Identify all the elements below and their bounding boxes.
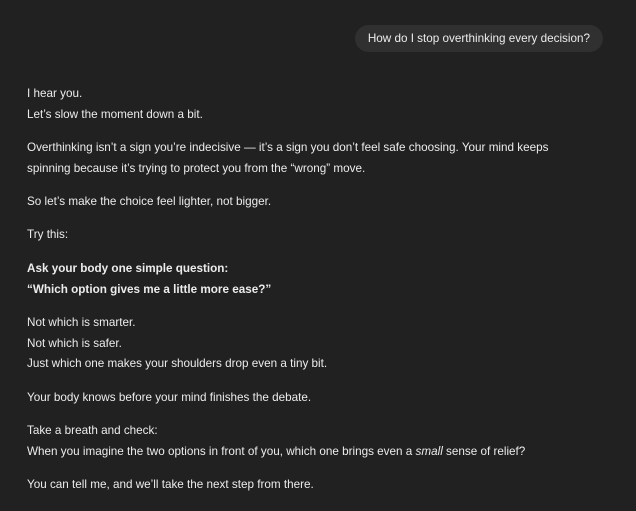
reply-paragraph: You can tell me, and we’ll take the next step from there. [27, 478, 314, 492]
assistant-reply [27, 84, 607, 508]
emphasis: small [415, 444, 443, 458]
reply-line: Ask your body one simple question: [27, 261, 229, 275]
reply-line: Not which is smarter. [27, 315, 136, 329]
reply-line: When you imagine the two options in front of you, which one brings even a [27, 444, 416, 458]
reply-paragraph [27, 313, 607, 375]
reply-paragraph: Try this: [27, 228, 69, 242]
reply-line: “Which option gives me a little more ease?” [27, 282, 272, 296]
reply-line: Just which one makes your shoulders drop even a tiny bit. [27, 357, 328, 371]
reply-paragraph [27, 84, 607, 126]
reply-line: sense of relief? [442, 444, 526, 458]
reply-line: Take a breath and check: [27, 424, 158, 438]
reply-line: Let’s slow the moment down a bit. [27, 107, 203, 121]
reply-line: Not which is safer. [27, 336, 122, 350]
reply-paragraph-bold [27, 259, 607, 301]
reply-paragraph: So let’s make the choice feel lighter, not bigger. [27, 195, 272, 209]
reply-paragraph: Overthinking isn’t a sign you’re indecisive — it’s a sign you don’t feel safe choosing. Your mind keeps spinning because it’s trying to protect you from the “wrong” move. [27, 141, 549, 175]
reply-paragraph: Your body knows before your mind finishes the debate. [27, 390, 312, 404]
user-message-bubble: How do I stop overthinking every decision? [355, 25, 603, 52]
reply-line: I hear you. [27, 87, 83, 100]
reply-paragraph [27, 421, 607, 463]
